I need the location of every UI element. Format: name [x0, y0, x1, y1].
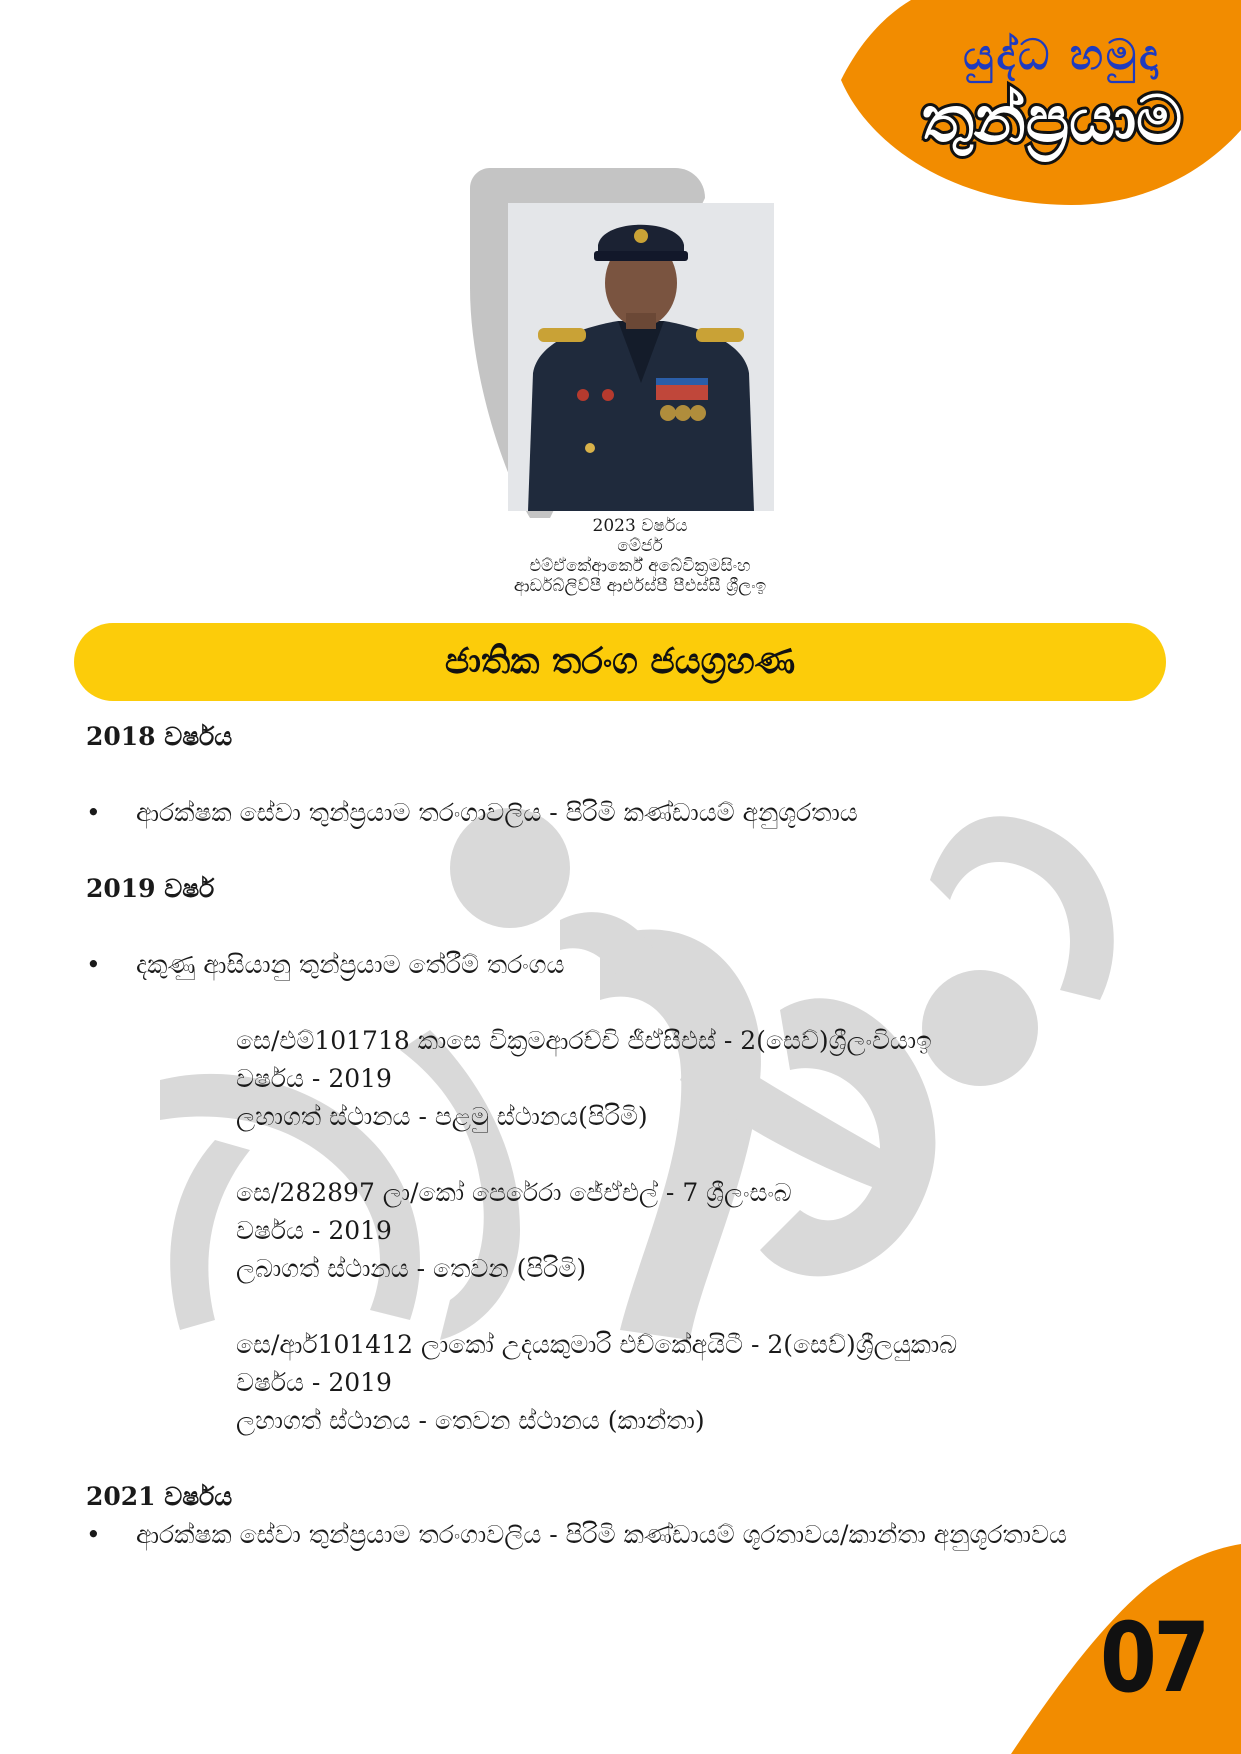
officer-portrait-image [508, 203, 774, 511]
athlete-year: වර්ෂය - 2019 [236, 1064, 392, 1093]
caption-rank: මේජර් [617, 536, 663, 556]
athlete-entry [86, 1022, 1146, 1136]
athlete-entry [86, 1174, 1146, 1288]
section-banner [74, 623, 1166, 701]
caption-name: එම්ඒකේආර්කේ අබේවික්‍රමසිංහ [529, 556, 751, 576]
athlete-name: සෙ/එම්101718 කාසෙ වික්‍රමආරච්චි ජීඒසීඑස් - 2(සෙව්)ශ්‍රීලංවියාඉ [236, 1026, 932, 1055]
athlete-name: සෙ/ආර්101412 ලාකෝ උදයකුමාරි එච්කේඅයිටී - 2(සෙව්)ශ්‍රීලයුකාබ [236, 1330, 958, 1359]
athlete-place: ලහාගත් ස්ථානය - තෙවන ස්ථානය (කාන්තා) [236, 1406, 705, 1435]
photo-caption [420, 516, 860, 596]
list-item: • ආරක්ෂක සේවා තුන්ප්‍රයාම තරංගාවලිය - පිරිමි කණ්ඩායම් ශූරතාවය/කාන්තා අනුශූරතාවය [86, 1516, 1146, 1554]
athlete-place: ලහාගත් ස්ථානය - පළමු ස්ථානය(පිරිමි) [236, 1102, 648, 1131]
caption-honours: ආර්ඩබ්ලිව්පී ආර්එස්පී පීඑස්සී ශ්‍රීලංඉ [513, 576, 767, 596]
brand-title: තුන්ප්‍රයාම [921, 83, 1183, 157]
officer-photo [508, 203, 774, 511]
achievements-content [86, 718, 1146, 1554]
list-item: • දකුණු ආසියානු තුන්ප්‍රයාම තේරීම් තරංගය [86, 946, 1146, 984]
caption-year: 2023 වර්ෂය [592, 516, 688, 536]
athlete-name: සෙ/282897 ලා/කෝ පෙරේරා ජේඒඑල් - 7 ශ්‍රීලංසංබ [236, 1178, 792, 1207]
year-heading-2019: 2019 වර්ෂ [86, 874, 215, 903]
athlete-place: ලබාගත් ස්ථානය - තෙවන (පිරිමි) [236, 1254, 587, 1283]
list-item: • ආරක්ෂක සේවා තුන්ප්‍රයාම තරංගාවලිය - පිරිමි කණ්ඩායම් අනුශූරතාය [86, 794, 1146, 832]
page-number: 07 [1100, 1602, 1207, 1714]
year-heading-2021: 2021 වර්ෂය [86, 1482, 233, 1511]
brand-logo [877, 30, 1227, 160]
athlete-year: වර්ෂය - 2019 [236, 1368, 392, 1397]
athlete-entry [86, 1326, 1146, 1440]
brand-subtitle: යුද්ධ හමුදා [963, 30, 1161, 79]
year-heading-2018: 2018 වර්ෂය [86, 722, 233, 751]
athlete-year: වර්ෂය - 2019 [236, 1216, 392, 1245]
banner-title: ජාතික තරංග ජයග්‍රහණ [444, 641, 796, 682]
